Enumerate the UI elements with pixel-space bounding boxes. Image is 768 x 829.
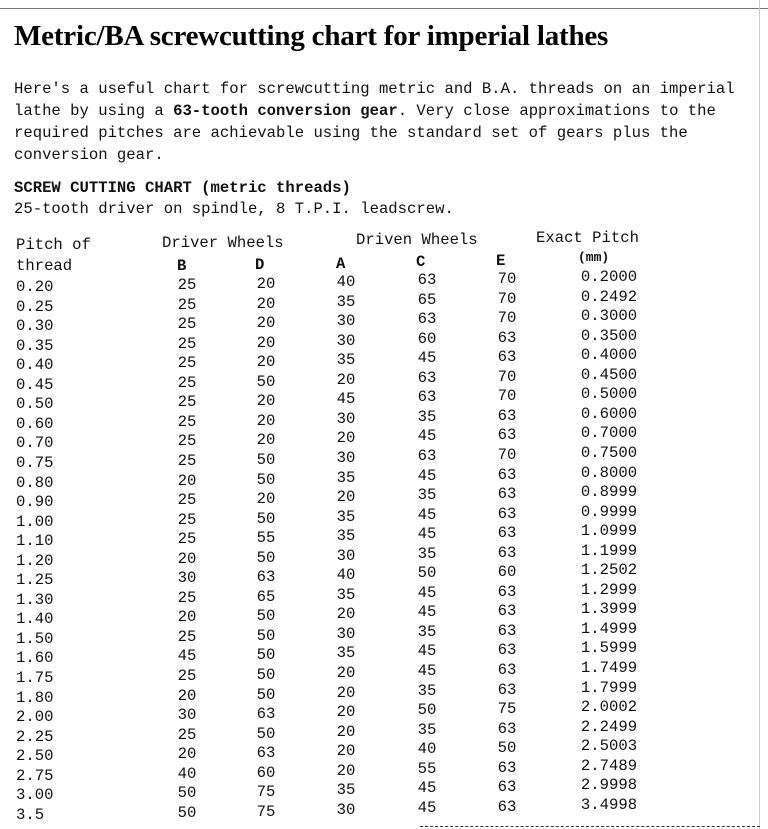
cell-pitch: 1.10 [16,532,54,551]
cell-e: 63 [497,582,517,601]
cell-pitch: 0.35 [16,336,54,355]
cell-pitch: 0.25 [16,297,54,316]
cell-b: 50 [177,784,197,803]
cell-d: 50 [256,548,276,567]
cell-a: 40 [336,566,356,585]
intro-bold-phrase: 63-tooth conversion gear [173,102,398,120]
cell-c: 45 [417,603,437,622]
header-pitch-line2: thread [16,257,73,275]
cell-exact: 1.2999 [580,580,638,599]
cell-e: 63 [497,406,517,425]
cell-a: 20 [336,605,356,624]
cell-b: 25 [177,667,197,685]
page-title: Metric/BA screwcutting chart for imperial lathes [14,20,609,52]
cell-pitch: 3.00 [16,786,54,805]
top-rule [0,8,768,9]
cell-d: 20 [256,431,276,450]
cell-pitch: 1.30 [16,590,54,609]
cell-b: 25 [177,315,197,334]
cell-d: 50 [256,450,276,469]
cell-a: 30 [336,331,356,350]
cell-e: 75 [497,700,517,719]
cell-d: 20 [256,294,276,313]
cell-exact: 2.0002 [580,698,638,717]
cell-b: 25 [177,627,197,646]
cell-d: 55 [256,529,276,548]
cell-d: 50 [256,646,276,665]
cell-b: 25 [177,412,197,431]
cell-a: 20 [336,742,356,761]
header-col-a: A [336,255,346,273]
cell-e: 63 [497,797,517,816]
cell-d: 20 [256,392,276,411]
cell-e: 70 [497,445,517,464]
cell-exact: 0.2000 [580,268,638,286]
cell-b: 25 [177,510,197,529]
chart-heading-block [14,178,454,220]
cell-c: 45 [417,466,437,485]
cell-a: 30 [336,312,356,331]
intro-text-end: . Very close approximations to the required pitches are achievable using the standard set of gears plus the conversion gear. [14,102,716,164]
cell-exact: 0.9999 [580,502,638,521]
cell-b: 25 [177,432,197,451]
cell-a: 20 [336,761,356,780]
cell-a: 40 [336,273,356,291]
cell-exact: 2.2499 [580,717,638,736]
cell-exact: 0.4500 [580,365,638,384]
cell-pitch: 1.60 [16,649,54,668]
chart-subheading: 25-tooth driver on spindle, 8 T.P.I. leadscrew. [14,200,454,218]
cell-exact: 0.3500 [580,326,638,345]
cell-d: 20 [256,314,276,333]
cell-b: 25 [177,334,197,353]
cell-pitch: 2.75 [16,766,54,785]
cell-pitch: 1.00 [16,512,54,531]
cell-a: 20 [336,488,356,507]
cell-b: 20 [177,608,197,627]
cell-pitch: 1.40 [16,610,54,629]
cell-b: 25 [177,373,197,392]
cell-b: 20 [177,549,197,568]
cell-e: 63 [497,465,517,484]
cell-c: 63 [417,310,437,329]
cell-pitch: 0.80 [16,473,54,492]
cell-e: 63 [497,778,517,797]
cell-exact: 1.7999 [580,678,638,697]
cell-exact: 1.7499 [580,659,638,677]
cell-exact: 3.4998 [580,795,638,814]
cell-a: 30 [336,546,356,565]
cell-e: 63 [497,661,517,679]
cell-e: 50 [497,739,517,758]
cell-e: 63 [497,543,517,562]
cell-c: 65 [417,290,437,309]
cell-pitch: 2.00 [16,708,54,727]
cell-e: 70 [497,289,517,308]
cell-exact: 1.5999 [580,639,638,658]
cell-b: 25 [177,354,197,373]
cell-e: 70 [497,387,517,406]
cell-a: 35 [336,527,356,546]
cell-c: 50 [417,564,437,583]
cell-a: 30 [336,800,356,819]
cell-pitch: 0.75 [16,453,54,472]
header-pitch-line1: Pitch of [16,236,91,254]
cell-pitch: 1.80 [16,688,54,707]
cell-e: 63 [497,621,517,640]
cell-a: 35 [336,585,356,604]
intro-paragraph [14,78,759,166]
cell-pitch: 1.75 [16,669,54,687]
cell-a: 30 [336,448,356,467]
cell-c: 45 [417,642,437,661]
cell-pitch: 2.50 [16,747,54,766]
cell-exact: 0.2492 [580,287,638,306]
cell-d: 20 [256,490,276,509]
cell-c: 45 [417,525,437,544]
cell-c: 35 [417,622,437,641]
cell-c: 55 [417,759,437,778]
cell-pitch: 0.90 [16,493,54,512]
cell-pitch: 0.45 [16,375,54,394]
header-col-b: B [177,257,187,275]
cell-c: 50 [417,701,437,720]
cell-b: 25 [177,725,197,744]
cell-d: 63 [256,705,276,724]
cell-exact: 1.3999 [580,600,638,619]
header-col-d: D [255,256,265,274]
cell-b: 25 [177,451,197,470]
cell-e: 63 [497,641,517,660]
cell-e: 63 [497,426,517,445]
cell-e: 63 [497,485,517,504]
cell-e: 63 [497,328,517,347]
cell-a: 30 [336,624,356,643]
cell-a: 20 [336,429,356,448]
cell-c: 35 [417,681,437,700]
cell-exact: 1.0999 [580,522,638,541]
cell-d: 65 [256,587,276,606]
cell-e: 63 [497,758,517,777]
cell-exact: 0.7000 [580,424,638,443]
cell-c: 63 [417,388,437,407]
cell-c: 45 [417,662,437,680]
header-col-e: E [496,252,506,270]
cell-d: 60 [256,763,276,782]
cell-pitch: 1.20 [16,551,54,570]
cell-exact: 0.8999 [580,483,638,502]
cell-c: 63 [417,446,437,465]
cell-d: 50 [256,685,276,704]
cell-b: 25 [177,393,197,412]
cell-exact: 0.5000 [580,385,638,404]
cell-c: 40 [417,740,437,759]
cell-e: 60 [497,563,517,582]
cell-c: 45 [417,583,437,602]
cell-a: 45 [336,390,356,409]
cell-b: 20 [177,745,197,764]
cell-d: 20 [256,275,276,293]
cell-c: 45 [417,427,437,446]
header-exact-pitch-line2: (mm) [578,250,610,265]
cell-d: 20 [256,353,276,372]
cell-d: 63 [256,744,276,763]
cell-exact: 0.4000 [580,346,638,365]
cell-a: 20 [336,683,356,702]
chart-heading: SCREW CUTTING CHART (metric threads) [14,179,351,197]
cell-d: 50 [256,470,276,489]
cell-b: 30 [177,569,197,588]
right-edge-rule [759,0,760,829]
cell-c: 63 [417,368,437,387]
cell-exact: 0.6000 [580,404,638,423]
cell-pitch: 0.60 [16,414,54,433]
cell-b: 25 [177,491,197,510]
cell-e: 70 [497,367,517,386]
cell-a: 35 [336,292,356,311]
cell-pitch: 0.50 [16,395,54,414]
cell-b: 20 [177,686,197,705]
cell-c: 35 [417,544,437,563]
cell-c: 45 [417,779,437,798]
cell-c: 35 [417,720,437,739]
cell-d: 50 [256,724,276,743]
cell-e: 63 [497,348,517,367]
cell-c: 35 [417,486,437,505]
cell-c: 60 [417,329,437,348]
cell-exact: 2.9998 [580,776,638,795]
cell-b: 30 [177,706,197,725]
cell-exact: 1.2502 [580,561,638,580]
cell-pitch: 0.30 [16,317,54,336]
cell-c: 45 [417,505,437,524]
header-driver-wheels: Driver Wheels [162,234,284,252]
cell-b: 45 [177,647,197,666]
cell-pitch: 3.5 [16,805,45,824]
cell-d: 50 [256,372,276,391]
cell-a: 20 [336,722,356,741]
cell-c: 63 [417,271,437,289]
cell-d: 50 [256,509,276,528]
cell-pitch: 1.25 [16,571,54,590]
cell-exact: 0.7500 [580,443,638,462]
cell-exact: 2.7489 [580,756,638,775]
cell-pitch: 0.20 [16,278,54,296]
cell-a: 30 [336,409,356,428]
cell-exact: 1.4999 [580,619,638,638]
cell-d: 50 [256,626,276,645]
cell-e: 63 [497,680,517,699]
cell-c: 45 [417,349,437,368]
cell-e: 63 [497,602,517,621]
cell-exact: 2.5003 [580,737,638,756]
header-driven-wheels: Driven Wheels [356,231,478,249]
cell-e: 63 [497,524,517,543]
cell-pitch: 0.40 [16,356,54,375]
cell-b: 40 [177,764,197,783]
cell-a: 20 [336,370,356,389]
cell-a: 35 [336,468,356,487]
cell-d: 20 [256,333,276,352]
cell-pitch: 1.50 [16,629,54,648]
cell-d: 75 [256,802,276,821]
cell-b: 25 [177,530,197,549]
cell-b: 25 [177,295,197,314]
cell-d: 63 [256,568,276,587]
header-col-c: C [416,253,426,271]
cell-b: 25 [177,276,197,294]
cell-c: 45 [417,798,437,817]
cell-c: 35 [417,407,437,426]
cell-a: 20 [336,703,356,722]
cell-e: 70 [497,270,517,288]
cell-b: 25 [177,588,197,607]
cell-d: 75 [256,783,276,802]
cell-exact: 0.8000 [580,463,638,482]
cell-d: 50 [256,607,276,626]
cell-pitch: 2.25 [16,727,54,746]
header-exact-pitch-line1: Exact Pitch [536,229,639,247]
cell-exact: 1.1999 [580,541,638,560]
cell-exact: 0.3000 [580,307,638,326]
cell-e: 70 [497,309,517,328]
cell-b: 20 [177,471,197,490]
cell-e: 63 [497,504,517,523]
intro-text-start: Here's a useful chart for screwcutting metric and B.A. threads on an imperial lathe by using a [14,80,735,120]
cell-b: 50 [177,803,197,822]
cell-a: 35 [336,507,356,526]
cell-a: 35 [336,351,356,370]
bottom-dashed-rule [420,826,760,827]
cell-a: 35 [336,644,356,663]
cell-d: 20 [256,411,276,430]
cell-a: 20 [336,664,356,682]
cell-e: 63 [497,719,517,738]
cell-d: 50 [256,666,276,684]
cell-a: 35 [336,781,356,800]
cell-pitch: 0.70 [16,434,54,453]
